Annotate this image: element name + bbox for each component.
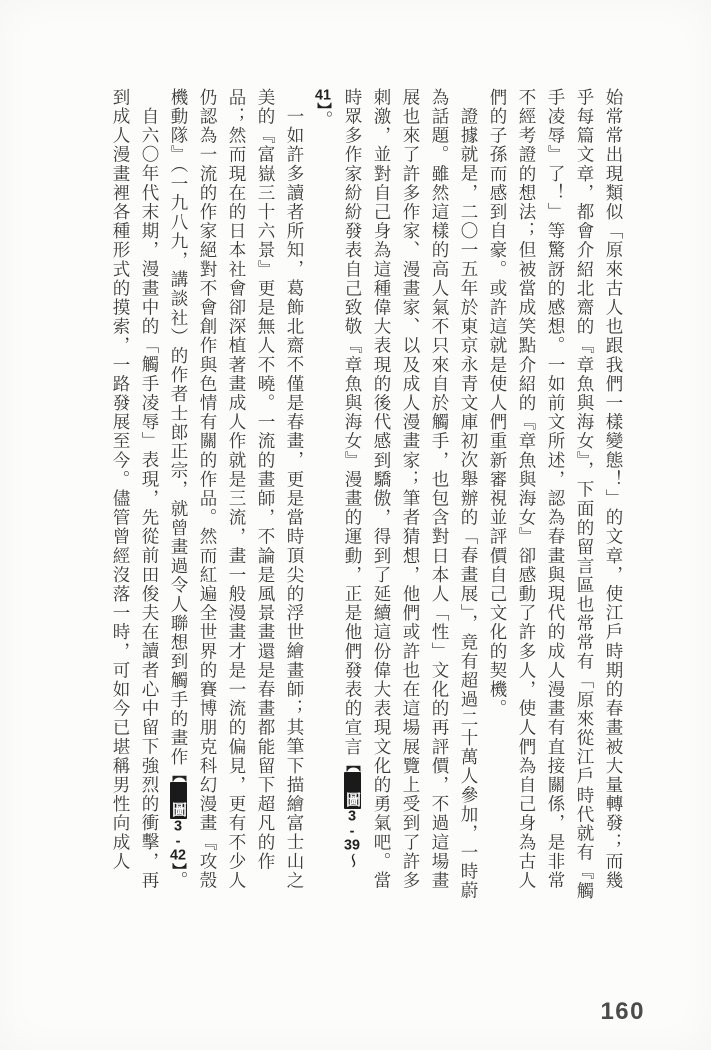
figure-number-from: 39 (344, 838, 360, 853)
paragraph-tentacle-history (105, 88, 163, 904)
paragraph-text: 一如許多讀者所知，葛飾北齋不僅是春畫，更是當時頂尖的浮世繪畫師；其筆下描繪富士山之美的『富嶽三十六景』更是無人不曉。一流的畫師，不論是風景畫還是春畫都能留下超凡的作品；然而現在的日本社會卻深植著畫成人作就是三流，畫一般漫畫才是一流的偏見，更有不少人仍認為一流的作家絕對不會創作與色情有關的作品。然而紅遍全世界的賽博朋克科幻漫畫『攻殼機動隊』（一九八九，講談社）的作者士郎正宗，就曾畫過令人聯想到觸手的畫作 (168, 88, 304, 891)
vertical-text-block (105, 88, 627, 904)
figure-box-icon: 圖 (344, 772, 361, 809)
paragraph-text: 。 (168, 871, 188, 891)
page-number: 160 (600, 998, 645, 1025)
figure-number-to: 41 (315, 88, 331, 103)
figure-reference-3-42 (170, 767, 186, 871)
figure-chapter-number: 3 (347, 809, 357, 824)
figure-box-icon: 圖 (170, 782, 187, 819)
paragraph-text: 。 (313, 110, 333, 130)
bracket-close: 】 (170, 862, 186, 872)
paragraph-text: 始常常出現類似「原來古人也跟我們一樣變態！」的文章，使江戶時期的春畫被大量轉發；而幾乎每篇文章，都會介紹北齋的『章魚與海女』，下面的留言區也常常有「原來從江戶時代就有『觸手凌辱』了！」等驚訝的感想。一如前文所述，認為春畫與現代的成人漫畫有直接關係，是非常不經考證的想法；但被當成笑點介紹的『章魚與海女』卻感動了許多人，使人們為自己身為古人們的子孫而感到自豪。或許這就是使人們重新審視並評價自己文化的契機。 (487, 88, 623, 901)
figure-range-tilde: 〜 (344, 852, 360, 868)
figure-dash: - (349, 823, 355, 838)
bracket-open: 【 (170, 766, 186, 783)
figure-number: 42 (170, 848, 186, 863)
paragraph-spring-exhibition (308, 88, 482, 904)
figure-chapter-number: 3 (173, 819, 183, 834)
paragraph-hokusai (163, 88, 308, 904)
bracket-open: 【 (344, 756, 360, 772)
bracket-close: 】 (315, 102, 331, 111)
paragraph-text: 自六〇年代末期，漫畫中的「觸手凌辱」表現，先從前田俊夫在讀者心中留下強烈的衝擊，再到成人漫畫裡各種形式的摸索，一路發展至今。儘管曾經沒落一時，可如今已堪稱男性向成人 (110, 88, 159, 891)
paragraph-text: 證據就是，二〇一五年於東京永青文庫初次舉辦的「春畫展」，竟有超過二十萬人參加，一時蔚為話題。雖然這樣的高人氣不只來自於觸手，也包含對日本人「性」文化的再評價，不過這場畫展也來了許多作家、漫畫家、以及成人漫畫家；筆者猜想，他們或許也在這場展覽上受到了許多刺激，並對自己身為這種偉大表現的後代感到驕傲，得到了延續這份偉大表現文化的勇氣吧。當時眾多作家紛紛發表自己致敬『章魚與海女』漫畫的運動，正是他們發表的宣言 (342, 88, 478, 901)
figure-dash: - (175, 833, 181, 849)
paragraph-continuation (482, 88, 627, 904)
